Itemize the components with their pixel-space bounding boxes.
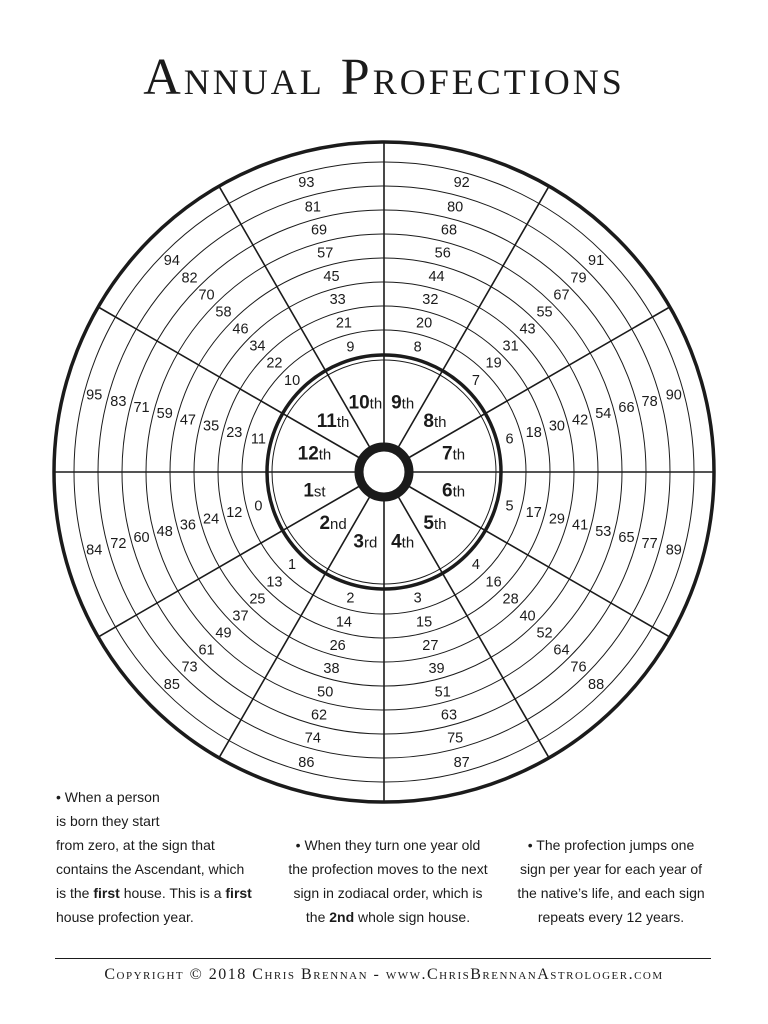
age-label: 20	[416, 315, 433, 332]
house-number: 5	[423, 512, 434, 534]
age-label: 15	[416, 614, 433, 631]
age-label: 31	[502, 338, 519, 355]
house-label-10	[349, 392, 383, 413]
age-label: 18	[525, 424, 542, 441]
house-label-7	[442, 443, 465, 464]
house-label-4	[391, 532, 414, 553]
house-suffix: th	[401, 395, 415, 413]
age-label: 71	[133, 400, 150, 417]
age-label: 50	[317, 684, 334, 701]
age-label: 51	[434, 684, 451, 701]
age-label: 19	[485, 355, 502, 372]
age-label: 12	[226, 505, 243, 522]
age-label: 76	[570, 659, 587, 676]
age-label: 79	[570, 270, 587, 287]
house-label-8	[423, 411, 446, 432]
age-label: 2	[346, 590, 355, 607]
age-label: 57	[317, 245, 334, 262]
center-hub	[359, 447, 409, 497]
age-label: 25	[249, 591, 266, 608]
house-label-12	[298, 443, 332, 464]
age-label: 39	[428, 661, 445, 678]
house-number: 8	[423, 411, 434, 433]
house-suffix: th	[433, 414, 447, 432]
age-label: 69	[310, 222, 328, 239]
note-line: the native’s life, and each sign	[517, 885, 705, 901]
note-text: house. This is a	[119, 885, 226, 901]
house-number: 12	[297, 443, 319, 465]
house-number: 11	[316, 411, 337, 433]
house-suffix: th	[336, 414, 350, 432]
age-label: 77	[641, 536, 658, 553]
house-suffix: th	[318, 446, 332, 464]
age-label: 67	[553, 287, 570, 304]
note-line: sign in zodiacal order, which is	[293, 885, 483, 901]
age-label: 40	[519, 608, 536, 625]
age-label: 62	[310, 707, 328, 724]
age-label: 5	[505, 498, 514, 515]
house-suffix: th	[401, 534, 415, 552]
note-line: • When a person	[56, 789, 160, 805]
age-label: 49	[215, 625, 232, 642]
age-label: 16	[485, 574, 502, 591]
age-label: 28	[502, 591, 519, 608]
note-line: • When they turn one year old	[295, 837, 481, 853]
age-label: 21	[335, 315, 352, 332]
age-label: 60	[133, 529, 150, 546]
age-label: 80	[447, 199, 464, 216]
age-label: 58	[215, 304, 232, 321]
age-label: 61	[198, 642, 215, 659]
note-line: house profection year.	[56, 909, 194, 925]
age-label: 81	[304, 199, 321, 216]
age-label: 24	[203, 511, 220, 528]
house-number: 1	[303, 480, 314, 502]
age-label: 30	[548, 418, 565, 435]
age-label: 56	[434, 245, 451, 262]
house-number: 3	[353, 531, 364, 553]
house-suffix: th	[433, 515, 447, 533]
age-label: 70	[198, 287, 215, 304]
note-text: whole sign house.	[354, 909, 471, 925]
age-label: 92	[453, 175, 470, 192]
age-label: 41	[572, 517, 589, 534]
age-label: 55	[536, 304, 553, 321]
age-label: 91	[588, 252, 605, 269]
wheel-spokes	[54, 142, 714, 802]
age-label: 65	[618, 529, 635, 546]
page-title: Annual Profections	[143, 49, 625, 106]
age-label: 74	[304, 730, 321, 747]
house-number: 2	[319, 512, 331, 534]
age-label: 94	[163, 252, 180, 269]
age-label: 22	[266, 355, 283, 372]
age-label: 87	[453, 754, 470, 771]
age-label: 47	[179, 412, 196, 429]
house-label-5	[423, 513, 446, 534]
note-line: from zero, at the sign that	[56, 837, 215, 853]
age-label: 84	[86, 542, 103, 559]
house-suffix: th	[369, 395, 383, 413]
note-text: is the	[56, 885, 94, 901]
age-label: 52	[536, 625, 553, 642]
house-label-11	[317, 411, 350, 432]
age-label: 46	[232, 321, 249, 338]
age-label: 66	[618, 400, 635, 417]
note-line: repeats every 12 years.	[537, 909, 685, 925]
age-label: 8	[413, 339, 422, 356]
age-label: 33	[329, 292, 346, 309]
note-line	[56, 881, 266, 905]
age-label: 14	[335, 614, 352, 631]
house-number: 6	[441, 480, 453, 502]
age-label: 82	[181, 270, 198, 287]
age-label: 29	[548, 511, 565, 528]
note-text: the	[305, 909, 330, 925]
age-label: 53	[595, 523, 612, 540]
age-label: 35	[203, 418, 220, 435]
age-label: 44	[428, 268, 445, 285]
age-label: 68	[440, 222, 458, 239]
age-label: 0	[254, 498, 263, 515]
house-suffix: rd	[363, 534, 378, 552]
age-label: 48	[156, 523, 173, 540]
age-label: 73	[181, 659, 198, 676]
note-line: contains the Ascendant, which	[56, 861, 245, 877]
age-label: 54	[595, 406, 612, 423]
age-label: 64	[553, 642, 570, 659]
age-label: 23	[226, 424, 243, 441]
house-suffix: st	[313, 483, 326, 501]
footer-divider	[55, 958, 711, 959]
house-number: 10	[348, 392, 370, 414]
copyright-footer: Copyright © 2018 Chris Brennan - www.ChrisBrennanAstrologer.com	[104, 966, 664, 983]
age-label: 11	[250, 431, 266, 448]
age-label: 63	[440, 707, 458, 724]
house-suffix: nd	[330, 515, 347, 533]
note-jumps-one-sign	[506, 833, 716, 929]
age-label: 37	[232, 608, 249, 625]
age-label: 59	[156, 406, 173, 423]
age-label: 86	[298, 754, 315, 771]
house-number: 9	[391, 392, 402, 414]
age-label: 10	[284, 373, 301, 390]
age-label: 32	[422, 292, 439, 309]
age-label: 78	[641, 393, 658, 410]
age-label: 88	[588, 677, 605, 694]
house-suffix: th	[452, 483, 466, 501]
note-bold: first	[225, 885, 252, 901]
age-label: 3	[413, 590, 422, 607]
note-line: is born they start	[56, 813, 160, 829]
age-label: 13	[266, 574, 283, 591]
age-label: 75	[447, 730, 464, 747]
age-label: 6	[505, 431, 514, 448]
age-label: 34	[249, 338, 266, 355]
note-one-year-old	[276, 833, 500, 929]
age-label: 90	[665, 387, 682, 404]
age-label: 27	[422, 637, 439, 654]
age-label: 43	[519, 321, 536, 338]
profection-wheel	[0, 120, 768, 820]
age-label: 95	[86, 387, 103, 404]
note-line	[276, 905, 500, 929]
age-label: 93	[298, 175, 315, 192]
note-bold: first	[93, 885, 120, 901]
age-label: 38	[323, 661, 340, 678]
age-label: 4	[471, 556, 480, 573]
house-label-6	[442, 481, 465, 502]
house-number: 7	[441, 443, 453, 465]
house-label-3	[353, 532, 377, 553]
house-number: 4	[391, 531, 402, 553]
note-bold: 2nd	[329, 909, 355, 925]
house-suffix: th	[452, 446, 466, 464]
age-label: 1	[288, 556, 297, 573]
age-label: 89	[665, 542, 682, 559]
age-label: 17	[525, 505, 542, 522]
house-label-9	[391, 392, 414, 413]
age-label: 83	[110, 393, 127, 410]
house-label-1	[303, 481, 326, 502]
age-label: 9	[346, 339, 355, 356]
age-label: 36	[179, 517, 196, 534]
age-label: 42	[572, 412, 589, 429]
note-line: the profection moves to the next	[288, 861, 488, 877]
note-line: • The profection jumps one	[527, 837, 695, 853]
note-born-at-zero	[56, 785, 266, 929]
age-label: 26	[329, 637, 346, 654]
note-line: sign per year for each year of	[519, 861, 703, 877]
age-label: 45	[323, 268, 340, 285]
age-label: 72	[110, 536, 127, 553]
house-label-2	[319, 513, 346, 534]
age-label: 85	[163, 677, 180, 694]
age-label: 7	[471, 373, 480, 390]
